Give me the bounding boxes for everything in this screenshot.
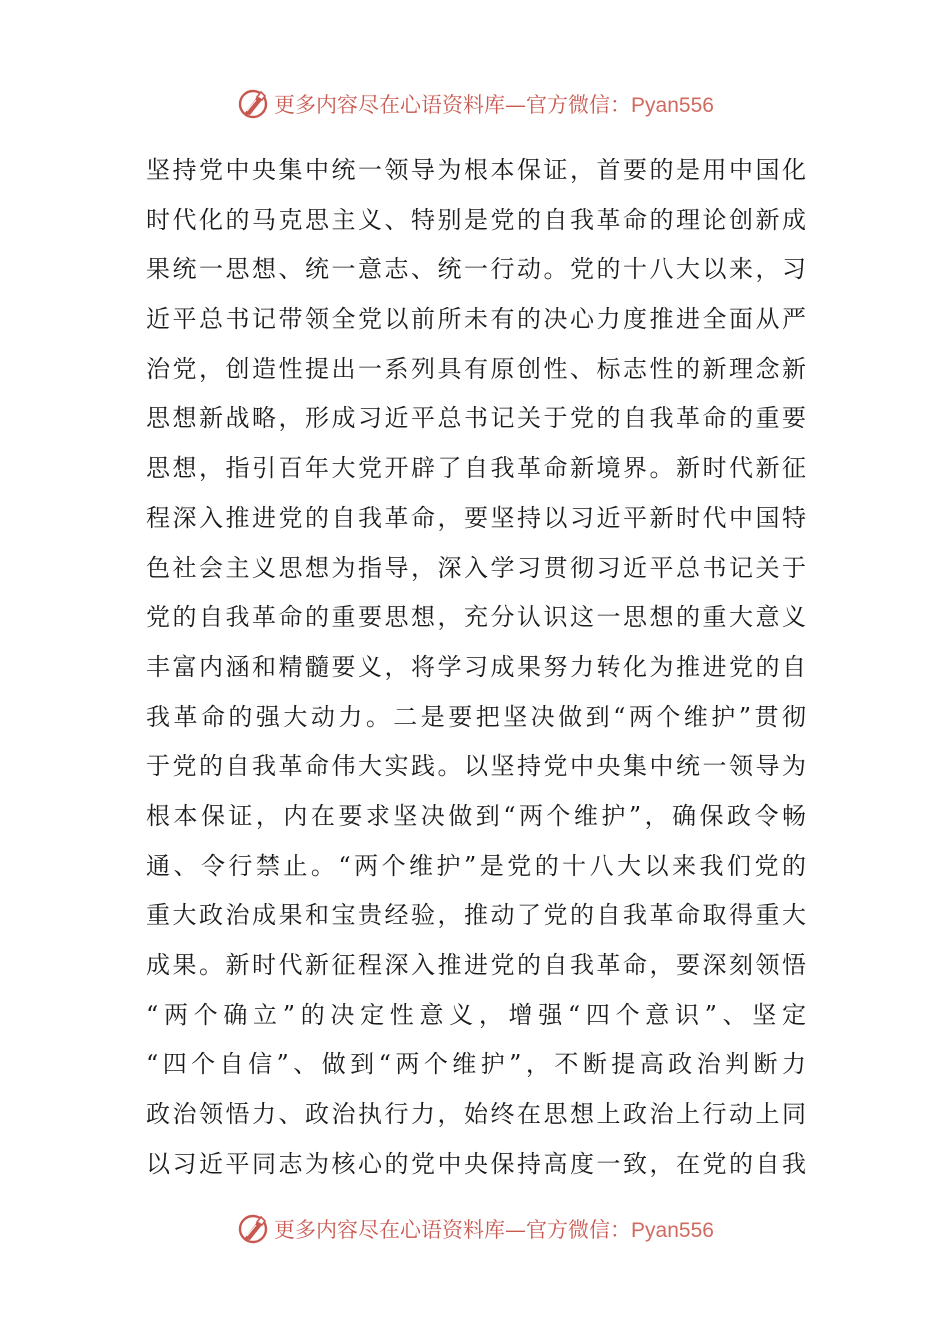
document-body [146, 146, 806, 1189]
body-line: 色社会主义思想为指导，深入学习贯彻习近平总书记关于 [146, 553, 806, 582]
body-line: 坚持党中央集中统一领导为根本保证，首要的是用中国化 [146, 156, 806, 184]
body-line: “两个确立”的决定性意义，增强“四个意识”、坚定 [146, 1000, 806, 1029]
footer-banner [0, 1209, 950, 1249]
body-line: 近平总书记带领全党以前所未有的决心力度推进全面从严 [146, 305, 806, 334]
header-banner-wechat-id: Pyan556 [631, 94, 714, 117]
body-line: 于党的自我革命伟大实践。以坚持党中央集中统一领导为 [146, 752, 806, 781]
body-line: 党的自我革命的重要思想，充分认识这一思想的重大意义 [146, 603, 806, 632]
body-line: 我革命的强大动力。二是要把坚决做到“两个维护”贯彻 [146, 702, 806, 731]
body-line: 思想，指引百年大党开辟了自我革命新境界。新时代新征 [146, 454, 806, 483]
body-line: 成果。新时代新征程深入推进党的自我革命，要深刻领悟 [146, 951, 806, 979]
header-banner-label: 更多内容尽在心语资料库—官方微信： [274, 93, 632, 117]
body-line: 果统一思想、统一意志、统一行动。党的十八大以来，习 [146, 255, 806, 284]
body-line: 重大政治成果和宝贵经验，推动了党的自我革命取得重大 [146, 901, 806, 930]
body-line: 通、令行禁止。“两个维护”是党的十八大以来我们党的 [146, 851, 806, 880]
body-line: 思想新战略，形成习近平总书记关于党的自我革命的重要 [146, 404, 806, 433]
footer-banner-label: 更多内容尽在心语资料库—官方微信： [274, 1218, 632, 1242]
pen-nib-logo-icon [236, 1212, 270, 1246]
body-line: 丰富内涵和精髓要义，将学习成果努力转化为推进党的自 [146, 652, 806, 681]
footer-banner-text [274, 1214, 714, 1244]
body-line: 程深入推进党的自我革命，要坚持以习近平新时代中国特 [146, 503, 806, 532]
body-line: “四个自信”、做到“两个维护”，不断提高政治判断力 [146, 1050, 806, 1079]
header-banner [0, 84, 950, 124]
body-line: 时代化的马克思主义、特别是党的自我革命的理论创新成 [146, 205, 806, 234]
body-line: 治党，创造性提出一系列具有原创性、标志性的新理念新 [146, 354, 806, 383]
body-line: 政治领悟力、政治执行力，始终在思想上政治上行动上同 [146, 1100, 806, 1129]
header-banner-text [274, 89, 714, 119]
pen-nib-logo-icon [236, 87, 270, 121]
footer-banner-wechat-id: Pyan556 [631, 1219, 714, 1242]
body-line: 以习近平同志为核心的党中央保持高度一致，在党的自我 [146, 1149, 806, 1178]
body-line: 根本保证，内在要求坚决做到“两个维护”，确保政令畅 [146, 801, 806, 830]
